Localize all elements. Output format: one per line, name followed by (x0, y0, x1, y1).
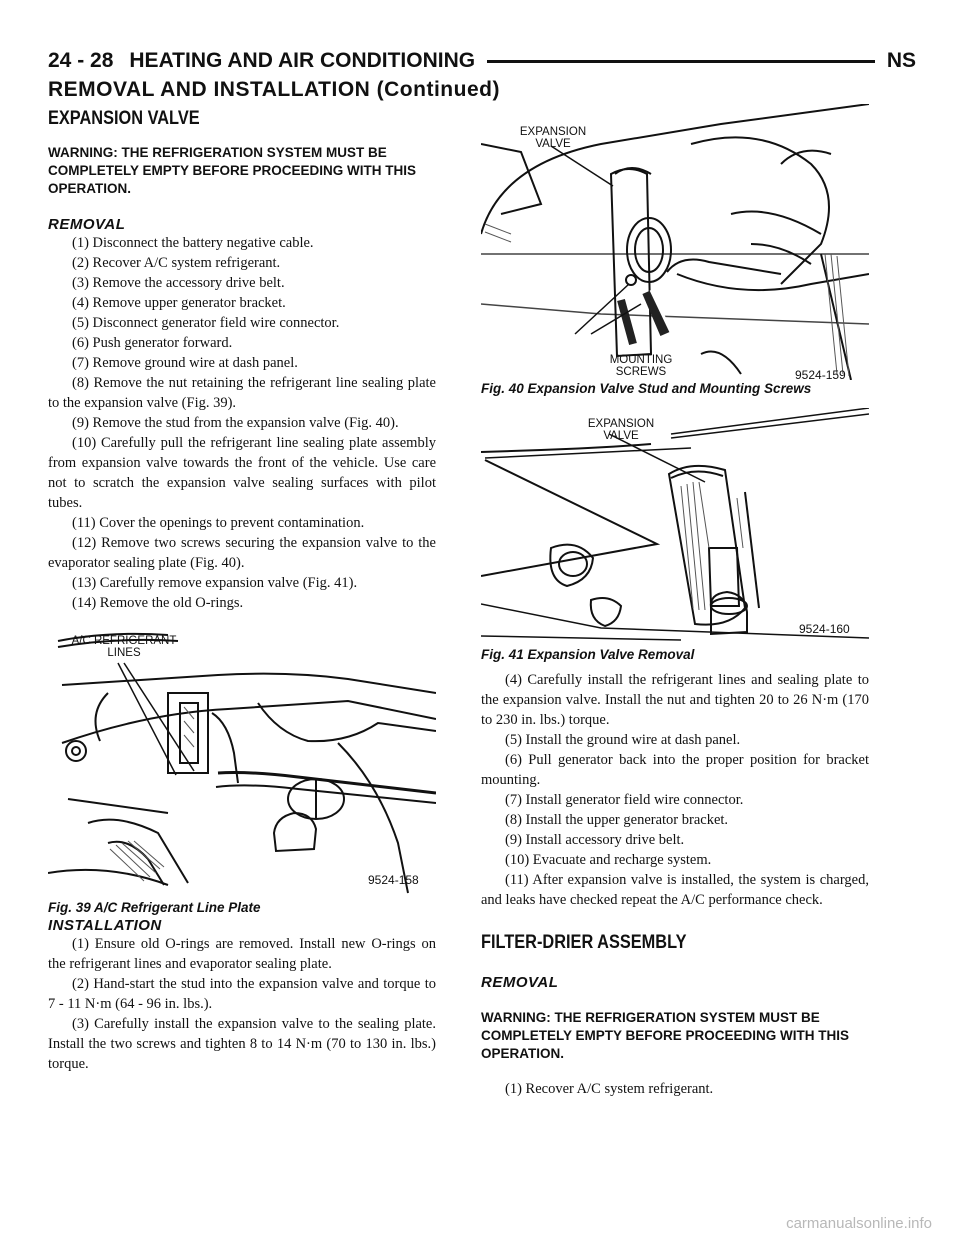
figure-39-callout-line1: A/C REFRIGERANT (71, 635, 177, 647)
installation-step: (6) Pull generator back into the proper position for bracket mounting. (481, 752, 869, 788)
removal-step: (9) Remove the stud from the expansion valve (Fig. 40). (72, 415, 399, 431)
removal-step: (13) Carefully remove expansion valve (Fig. 41). (72, 575, 358, 591)
figure-40-callout-top-line2: VALVE (535, 138, 571, 150)
removal-step: (3) Remove the accessory drive belt. (72, 275, 285, 291)
figure-40-callout-bottom (593, 354, 689, 378)
figure-40-caption: Fig. 40 Expansion Valve Stud and Mounting Screws (481, 381, 812, 396)
watermark: carmanualsonline.info (786, 1215, 932, 1232)
removal-heading: REMOVAL (48, 216, 126, 233)
expansion-valve-heading: EXPANSION VALVE (48, 108, 200, 129)
figure-40-callout-bottom-line1: MOUNTING (609, 354, 673, 366)
figure-41-callout-line1: EXPANSION (587, 418, 655, 430)
left-column (48, 108, 436, 1074)
installation-step: (3) Carefully install the expansion valve to the sealing plate. Install the two screws and tighten 8 to 14 N·m (70 to 130 in. lbs.) torque. (48, 1016, 436, 1072)
installation-step: (10) Evacuate and recharge system. (505, 852, 712, 868)
page-header (48, 46, 916, 76)
installation-step: (2) Hand-start the stud into the expansion valve and torque to 7 - 11 N·m (64 - 96 in. lbs.). (48, 976, 436, 1012)
section-title: HEATING AND AIR CONDITIONING (129, 49, 476, 72)
figure-40-callout-bottom-line2: SCREWS (615, 366, 667, 378)
installation-steps-right (481, 670, 869, 910)
figure-39-illustration (48, 623, 436, 899)
removal-steps (48, 233, 436, 613)
right-column (481, 104, 869, 1099)
removal-step: (7) Remove ground wire at dash panel. (72, 355, 298, 371)
installation-step: (5) Install the ground wire at dash panel. (505, 732, 741, 748)
removal-step: (14) Remove the old O-rings. (72, 595, 244, 611)
figure-39-caption: Fig. 39 A/C Refrigerant Line Plate (48, 900, 261, 915)
removal-step: (1) Disconnect the battery negative cable. (72, 235, 314, 251)
figure-39-callout (54, 635, 194, 659)
figure-40-callout-top (505, 126, 601, 150)
page-number: 24 - 28 (48, 49, 114, 72)
figure-39-code: 9524-158 (368, 873, 419, 887)
removal-step: (11) Cover the openings to prevent contamination. (72, 515, 365, 531)
figure-41-image (481, 408, 869, 646)
figure-41-code: 9524-160 (799, 622, 850, 636)
figure-41-callout (573, 418, 669, 442)
removal-step: (5) Disconnect generator field wire connector. (72, 315, 340, 331)
removal-step: (2) Recover A/C system refrigerant. (72, 255, 281, 271)
header-rule (487, 60, 875, 63)
figure-40-code: 9524-159 (795, 368, 846, 380)
filter-drier-step: (1) Recover A/C system refrigerant. (505, 1081, 714, 1097)
removal-step: (8) Remove the nut retaining the refrigerant line sealing plate to the expansion valve (Fig. 39). (48, 375, 436, 411)
figure-41-illustration (481, 408, 869, 646)
installation-step: (8) Install the upper generator bracket. (505, 812, 729, 828)
removal-step: (10) Carefully pull the refrigerant line sealing plate assembly from expansion valve towards the front of the vehicle. Use care not to scratch the expansion valve sealing surfaces with pilot tubes. (48, 435, 436, 511)
figure-40-image (481, 104, 869, 380)
figure-40-callout-top-line1: EXPANSION (519, 126, 587, 138)
installation-step: (4) Carefully install the refrigerant lines and sealing plate to the expansion valve. Install the nut and tighten 20 to 26 N·m (170 to 230 in. lbs.) torque. (481, 672, 869, 728)
installation-steps-left (48, 934, 436, 1074)
figure-39-callout-line2: LINES (107, 647, 141, 659)
continued-heading: REMOVAL AND INSTALLATION (Continued) (48, 78, 500, 101)
filter-drier-warning: WARNING: THE REFRIGERATION SYSTEM MUST BE COMPLETELY EMPTY BEFORE PROCEEDING WITH THIS OPERATION. (481, 1010, 850, 1061)
removal-step: (12) Remove two screws securing the expansion valve to the evaporator sealing plate (Fig. 40). (48, 535, 436, 571)
removal-step: (4) Remove upper generator bracket. (72, 295, 286, 311)
installation-step: (1) Ensure old O-rings are removed. Install new O-rings on the refrigerant lines and evaporator sealing plate. (48, 936, 436, 972)
figure-41-caption: Fig. 41 Expansion Valve Removal (481, 647, 695, 662)
installation-step: (7) Install generator field wire connector. (505, 792, 744, 808)
installation-step: (9) Install accessory drive belt. (505, 832, 685, 848)
figure-41-callout-line2: VALVE (603, 430, 639, 442)
installation-heading: INSTALLATION (48, 917, 162, 934)
filter-drier-heading: FILTER-DRIER ASSEMBLY (481, 932, 687, 953)
removal-step: (6) Push generator forward. (72, 335, 233, 351)
installation-step: (11) After expansion valve is installed, the system is charged, and leaks have checked repeat the A/C performance check. (481, 872, 869, 908)
figure-39-image (48, 623, 436, 899)
filter-drier-removal-heading: REMOVAL (481, 974, 559, 991)
expansion-valve-warning: WARNING: THE REFRIGERATION SYSTEM MUST BE COMPLETELY EMPTY BEFORE PROCEEDING WITH THIS OPERATION. (48, 145, 417, 196)
model-code: NS (886, 49, 916, 72)
